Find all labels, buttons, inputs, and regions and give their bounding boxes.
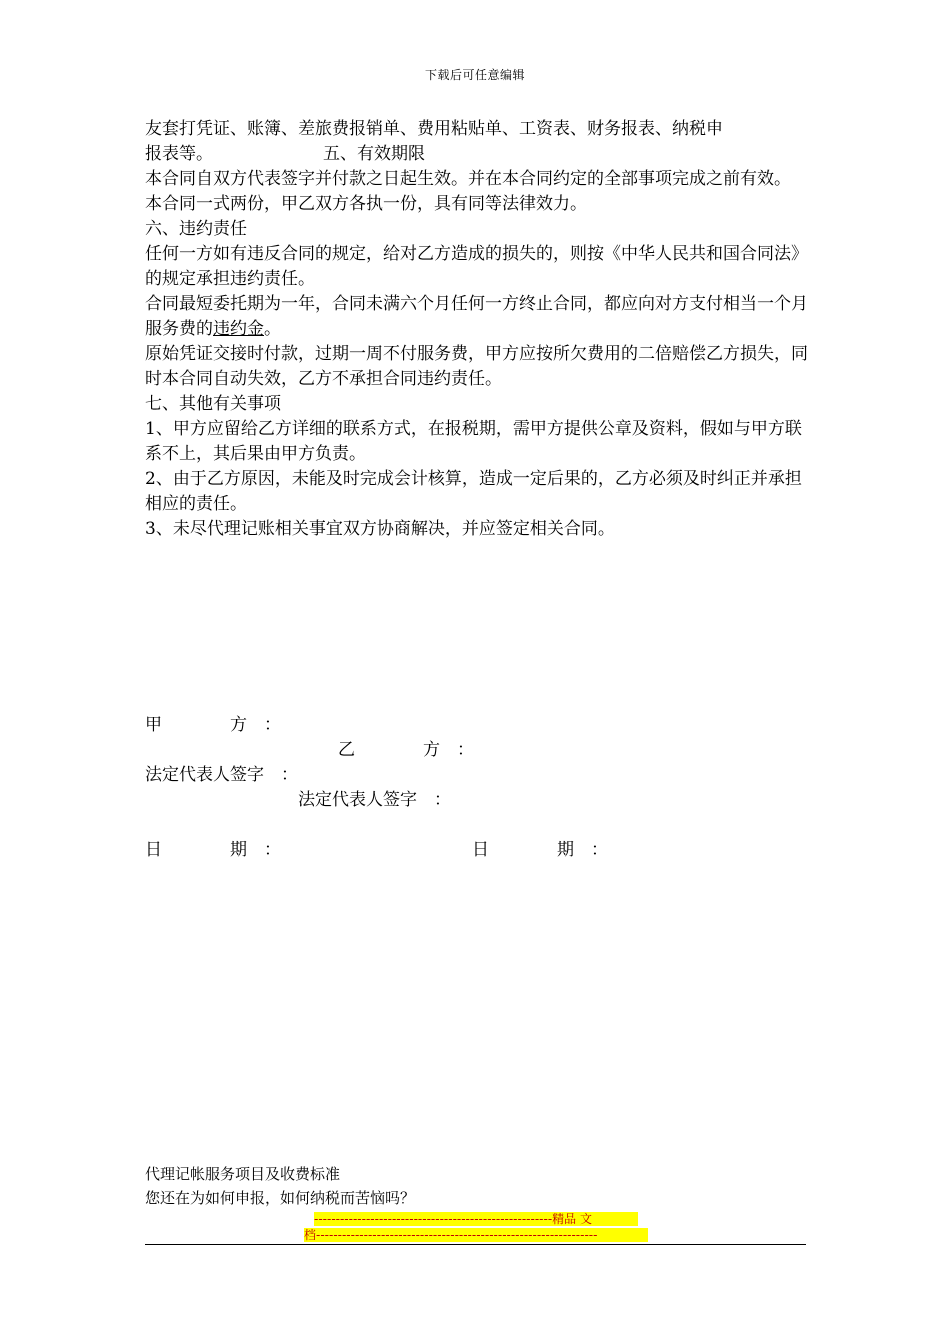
- paragraph-materials-line2: 报表等。: [145, 144, 213, 164]
- banner-bottom: 档-----------------------------------------------------------------: [304, 1228, 648, 1242]
- party-b-date-label: 日 期 ：: [472, 840, 608, 860]
- list-item-accounting: 2、由于乙方原因，未能及时完成会计核算，造成一定后果的，乙方必须及时纠正并承担相应的责任。: [145, 469, 802, 514]
- party-a-representative-label: 法定代表人签字 ：: [145, 765, 298, 785]
- banner-top: -------------------------------------------------------精品 文: [314, 1212, 638, 1226]
- party-a-label: 甲 方 ：: [145, 715, 281, 735]
- party-b-representative-label: 法定代表人签字 ：: [298, 790, 451, 810]
- page-header-note: 下载后可任意编辑: [424, 68, 525, 82]
- contract-body: [145, 117, 810, 542]
- section-heading-validity: 五、有效期限: [323, 144, 425, 164]
- paragraph-minimum-term: [145, 292, 810, 342]
- section-heading-other: 七、其他有关事项: [145, 394, 281, 414]
- paragraph-materials: [145, 117, 810, 167]
- section-heading-breach: 六、违约责任: [145, 219, 247, 239]
- list-item-contact: 1、甲方应留给乙方详细的联系方式，在报税期，需甲方提供公章及资料，假如与甲方联系不上，其后果由甲方负责。: [145, 419, 802, 464]
- paragraph-copies: 本合同一式两份，甲乙双方各执一份，具有同等法律效力。: [145, 194, 587, 214]
- bottom-divider: [145, 1244, 806, 1245]
- penalty-link[interactable]: 违约金: [213, 319, 264, 339]
- paragraph-breach-liability: 任何一方如有违反合同的规定，给对乙方造成的损失的，则按《中华人民共和国合同法》的规定承担违约责任。: [145, 244, 808, 289]
- footer-question: 您还在为如何申报，如何纳税而苦恼吗？: [145, 1189, 416, 1207]
- minimum-term-text: 合同最短委托期为一年，合同未满六个月任何一方终止合同，都应向对方支付相当一个月服务费的: [145, 294, 808, 339]
- minimum-term-end: 。: [264, 319, 281, 339]
- paragraph-effective-date: 本合同自双方代表签字并付款之日起生效。并在本合同约定的全部事项完成之前有效。: [145, 169, 791, 189]
- paragraph-payment: 原始凭证交接时付款，过期一周不付服务费，甲方应按所欠费用的二倍赔偿乙方损失，同时本合同自动失效，乙方不承担合同违约责任。: [145, 344, 808, 389]
- party-a-date-label: 日 期 ：: [145, 840, 281, 860]
- paragraph-materials-line1: 友套打凭证、账簿、差旅费报销单、费用粘贴单、工资表、财务报表、纳税申: [145, 119, 723, 139]
- footer-service-title: 代理记帐服务项目及收费标准: [145, 1165, 341, 1183]
- party-b-label: 乙 方 ：: [338, 740, 474, 760]
- list-item-negotiation: 3、未尽代理记账相关事宜双方协商解决，并应签定相关合同。: [145, 519, 615, 539]
